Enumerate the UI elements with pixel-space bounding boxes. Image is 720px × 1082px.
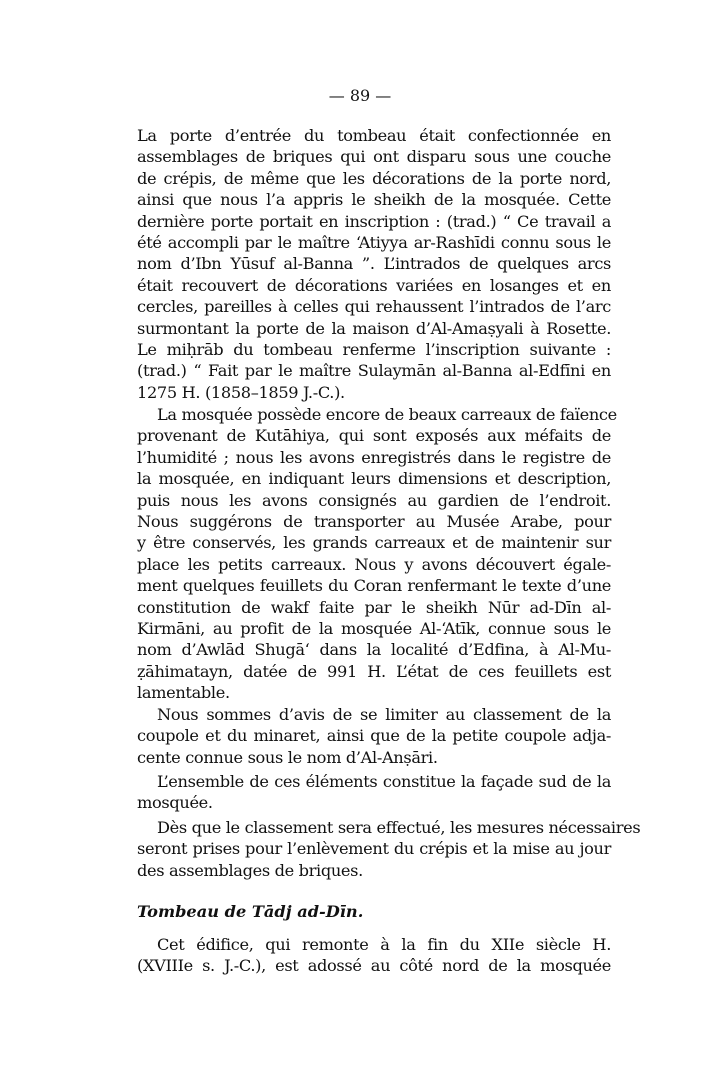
- text-line: coupole et du minaret, ainsi que de la petite coupole adja-: [137, 726, 611, 746]
- text-line: (trad.) “ Fait par le maître Sulaymān al-Banna al-Edfīni en: [137, 361, 611, 381]
- text-line: Le miḥrāb du tombeau renferme l’inscription suivante :: [137, 340, 611, 359]
- text-line: provenant de Kutāhiya, qui sont exposés aux méfaits de: [137, 426, 611, 446]
- text-line: des assemblages de briques.: [137, 860, 363, 880]
- text-line: cente connue sous le nom d’Al-Anṣāri.: [137, 747, 438, 767]
- text-line: La mosquée possède encore de beaux carreaux de faïence: [157, 405, 617, 424]
- text-line: Cet édifice, qui remonte à la fin du XIIe siècle H.: [157, 935, 611, 954]
- text-line: Dès que le classement sera effectué, les mesures nécessaires: [157, 818, 641, 837]
- text-line: ment quelques feuillets du Coran renfermant le texte d’une: [137, 576, 611, 596]
- text-line: nom d’Ibn Yūsuf al-Banna ”. L’intrados de quelques arcs: [137, 254, 611, 274]
- text-line: place les petits carreaux. Nous y avons découvert égale-: [137, 554, 611, 574]
- text-line: mosquée.: [137, 793, 213, 813]
- text-line: assemblages de briques qui ont disparu sous une couche: [137, 147, 611, 167]
- text-line: ainsi que nous l’a appris le sheikh de la mosquée. Cette: [137, 190, 611, 210]
- text-line: ẓāhimatayn, datée de 991 H. L’état de ces feuillets est: [137, 661, 611, 681]
- text-line: la mosquée, en indiquant leurs dimensions et description,: [137, 469, 611, 489]
- text-line: de crépis, de même que les décorations de la porte nord,: [137, 168, 611, 188]
- text-line: nom d’Awlād Shugā‘ dans la localité d’Edfina, à Al-Mu-: [137, 640, 611, 660]
- text-line: constitution de wakf faite par le sheikh Nūr ad-Dīn al-: [137, 597, 611, 617]
- text-line: Kirmāni, au profit de la mosquée Al-‘Atīk, connue sous le: [137, 619, 611, 638]
- text-line: été accompli par le maître ‘Atiyya ar-Rashīdi connu sous le: [137, 233, 611, 252]
- text-line: dernière porte portait en inscription : (trad.) “ Ce travail a: [137, 211, 611, 231]
- text-line: lamentable.: [137, 683, 230, 703]
- text-line: Nous sommes d’avis de se limiter au classement de la: [157, 705, 611, 724]
- text-line: (XVIIIe s. J.-C.), est adossé au côté nord de la mosquée: [137, 956, 611, 976]
- text-line: était recouvert de décorations variées en losanges et en: [137, 275, 611, 295]
- text-line: L’ensemble de ces éléments constitue la façade sud de la: [157, 772, 611, 791]
- section-heading: Tombeau de Tādj ad-Dīn.: [137, 902, 364, 921]
- text-line: puis nous les avons consignés au gardien de l’endroit.: [137, 490, 611, 510]
- text-line: y être conservés, les grands carreaux et de maintenir sur: [137, 533, 611, 553]
- page-number: — 89 —: [328, 86, 392, 105]
- text-line: surmontant la porte de la maison d’Al-Amaṣyali à Rosette.: [137, 318, 611, 338]
- text-line: l’humidité ; nous les avons enregistrés dans le registre de: [137, 447, 611, 467]
- text-line: 1275 H. (1858–1859 J.-C.).: [137, 382, 345, 402]
- text-line: La porte d’entrée du tombeau était confectionnée en: [137, 126, 611, 145]
- text-line: cercles, pareilles à celles qui rehaussent l’intrados de l’arc: [137, 297, 611, 317]
- text-line: seront prises pour l’enlèvement du crépis et la mise au jour: [137, 839, 611, 859]
- text-line: Nous suggérons de transporter au Musée Arabe, pour: [137, 512, 611, 531]
